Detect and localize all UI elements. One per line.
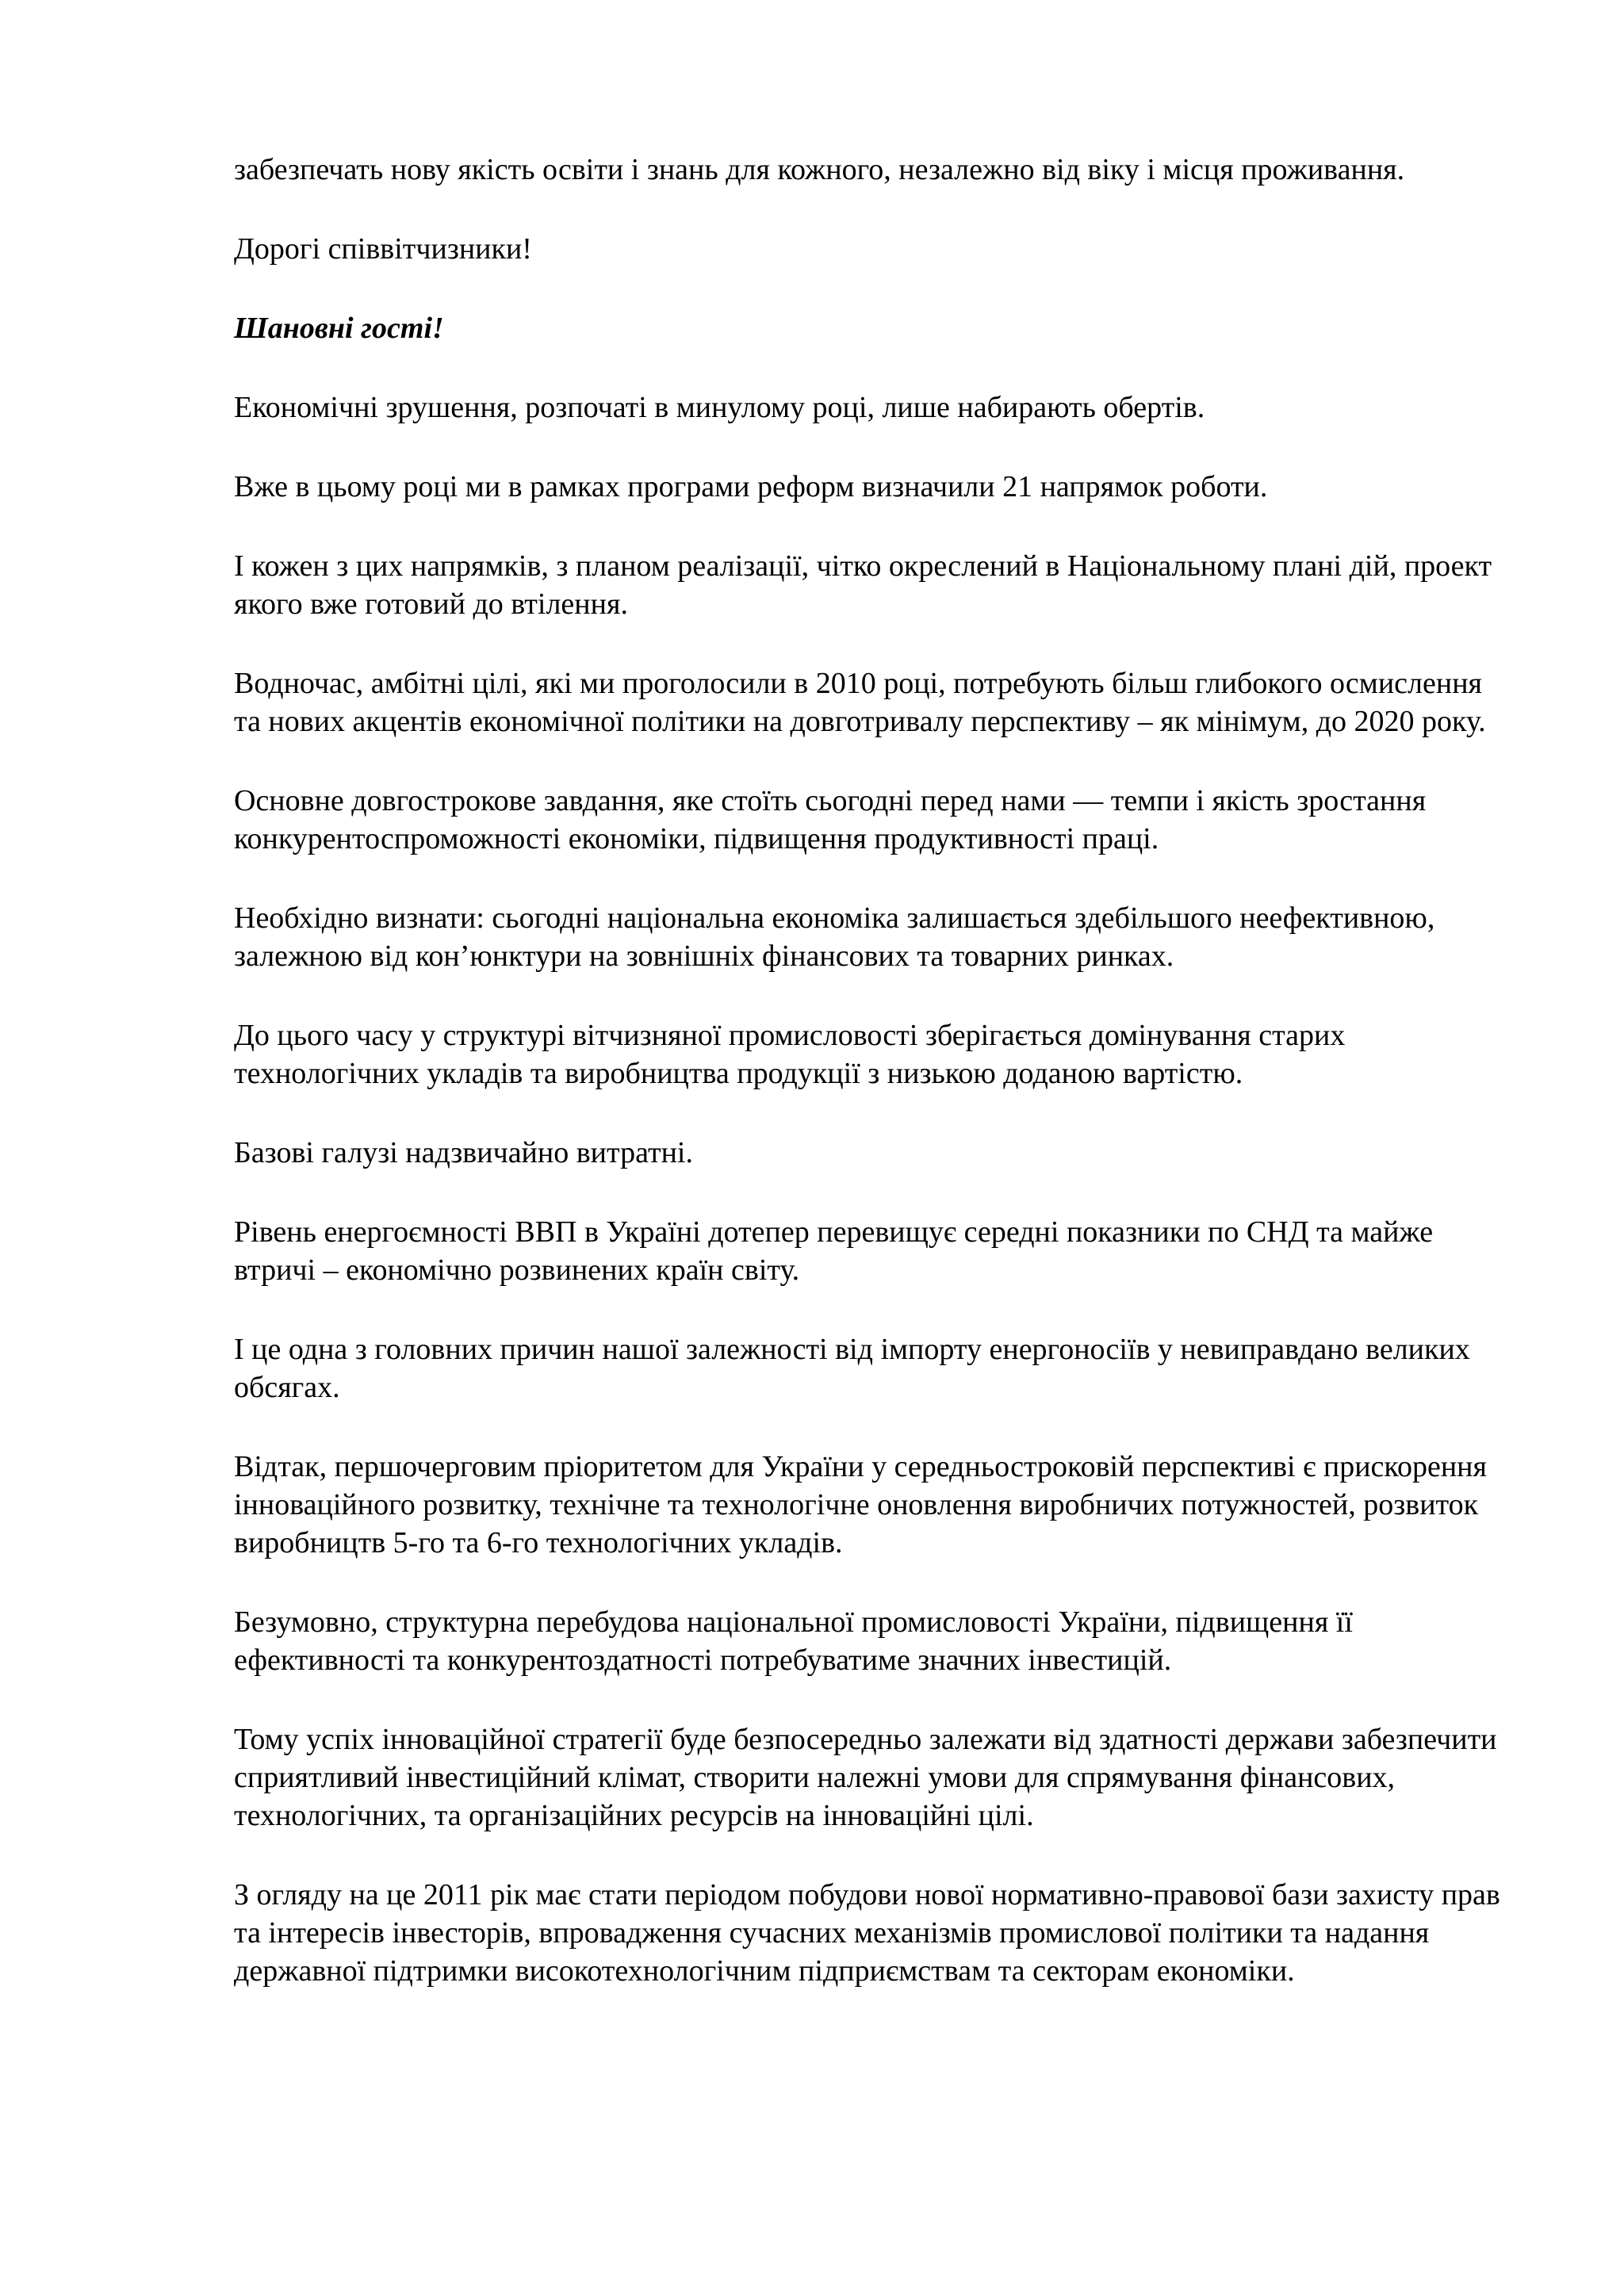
- paragraph-innovation-priority: Відтак, першочерговим пріоритетом для України у середньостроковій перспективі є прискорення інноваційного розвитку, технічне та технологічне оновлення виробничих потужностей, розвиток виробництв 5-го та 6-го технологічних укладів.: [234, 1450, 1487, 1559]
- paragraph-economy-inefficient: Необхідно визнати: сьогодні національна економіка залишається здебільшого неефективною, залежною від кон’юнктури на зовнішніх фінансових та товарних ринках.: [234, 901, 1435, 973]
- paragraph-structural-restructuring: Безумовно, структурна перебудова національної промисловості України, підвищення її ефективності та конкурентоздатності потребуватиме значних інвестицій.: [234, 1605, 1353, 1677]
- paragraph-investment-climate: Тому успіх інноваційної стратегії буде безпосередньо залежати від здатності держави забезпечити сприятливий інвестиційний клімат, створити належні умови для спрямування фінансових, технологічних, та організаційних ресурсів на інноваційні цілі.: [234, 1723, 1497, 1832]
- greeting-guests: Шановні гості!: [234, 312, 444, 345]
- paragraph-economic-shifts: Економічні зрушення, розпочаті в минулому році, лише набирають обертів.: [234, 391, 1205, 424]
- paragraph-reform-directions: Вже в цьому році ми в рамках програми реформ визначили 21 напрямок роботи.: [234, 470, 1268, 503]
- paragraph-ambitious-goals: Водночас, амбітні цілі, які ми проголосили в 2010 році, потребують більш глибокого осмислення та нових акцентів економічної політики на довготривалу перспективу – як мінімум, до 2020 року.: [234, 667, 1486, 738]
- paragraph-old-technologies: До цього часу у структурі вітчизняної промисловості зберігається домінування старих технологічних укладів та виробництва продукції з низькою доданою вартістю.: [234, 1019, 1346, 1090]
- paragraph-energy-import: І це одна з головних причин нашої залежності від імпорту енергоносіїв у невиправдано великих обсягах.: [234, 1333, 1470, 1404]
- paragraph-long-term-task: Основне довгострокове завдання, яке стоїть сьогодні перед нами — темпи і якість зростання конкурентоспроможності економіки, підвищення продуктивності праці.: [234, 784, 1427, 855]
- paragraph-energy-intensity: Рівень енергоємності ВВП в Україні дотепер перевищує середні показники по СНД та майже втричі – економічно розвинених країн світу.: [234, 1215, 1434, 1287]
- paragraph-base-industries: Базові галузі надзвичайно витратні.: [234, 1136, 693, 1169]
- paragraph-national-action-plan: І кожен з цих напрямків, з планом реалізації, чітко окреслений в Національному плані дій, проект якого вже готовий до втілення.: [234, 549, 1492, 621]
- paragraph-education-continuation: забезпечать нову якість освіти і знань для кожного, незалежно від віку і місця проживання.: [234, 153, 1405, 186]
- paragraph-2011-legal-framework: З огляду на це 2011 рік має стати періодом побудови нової нормативно-правової бази захисту прав та інтересів інвесторів, впровадження сучасних механізмів промислової політики та надання державної підтримки високотехнологічним підприємствам та секторам економіки.: [234, 1878, 1500, 1988]
- greeting-compatriots: Дорогі співвітчизники!: [234, 232, 532, 266]
